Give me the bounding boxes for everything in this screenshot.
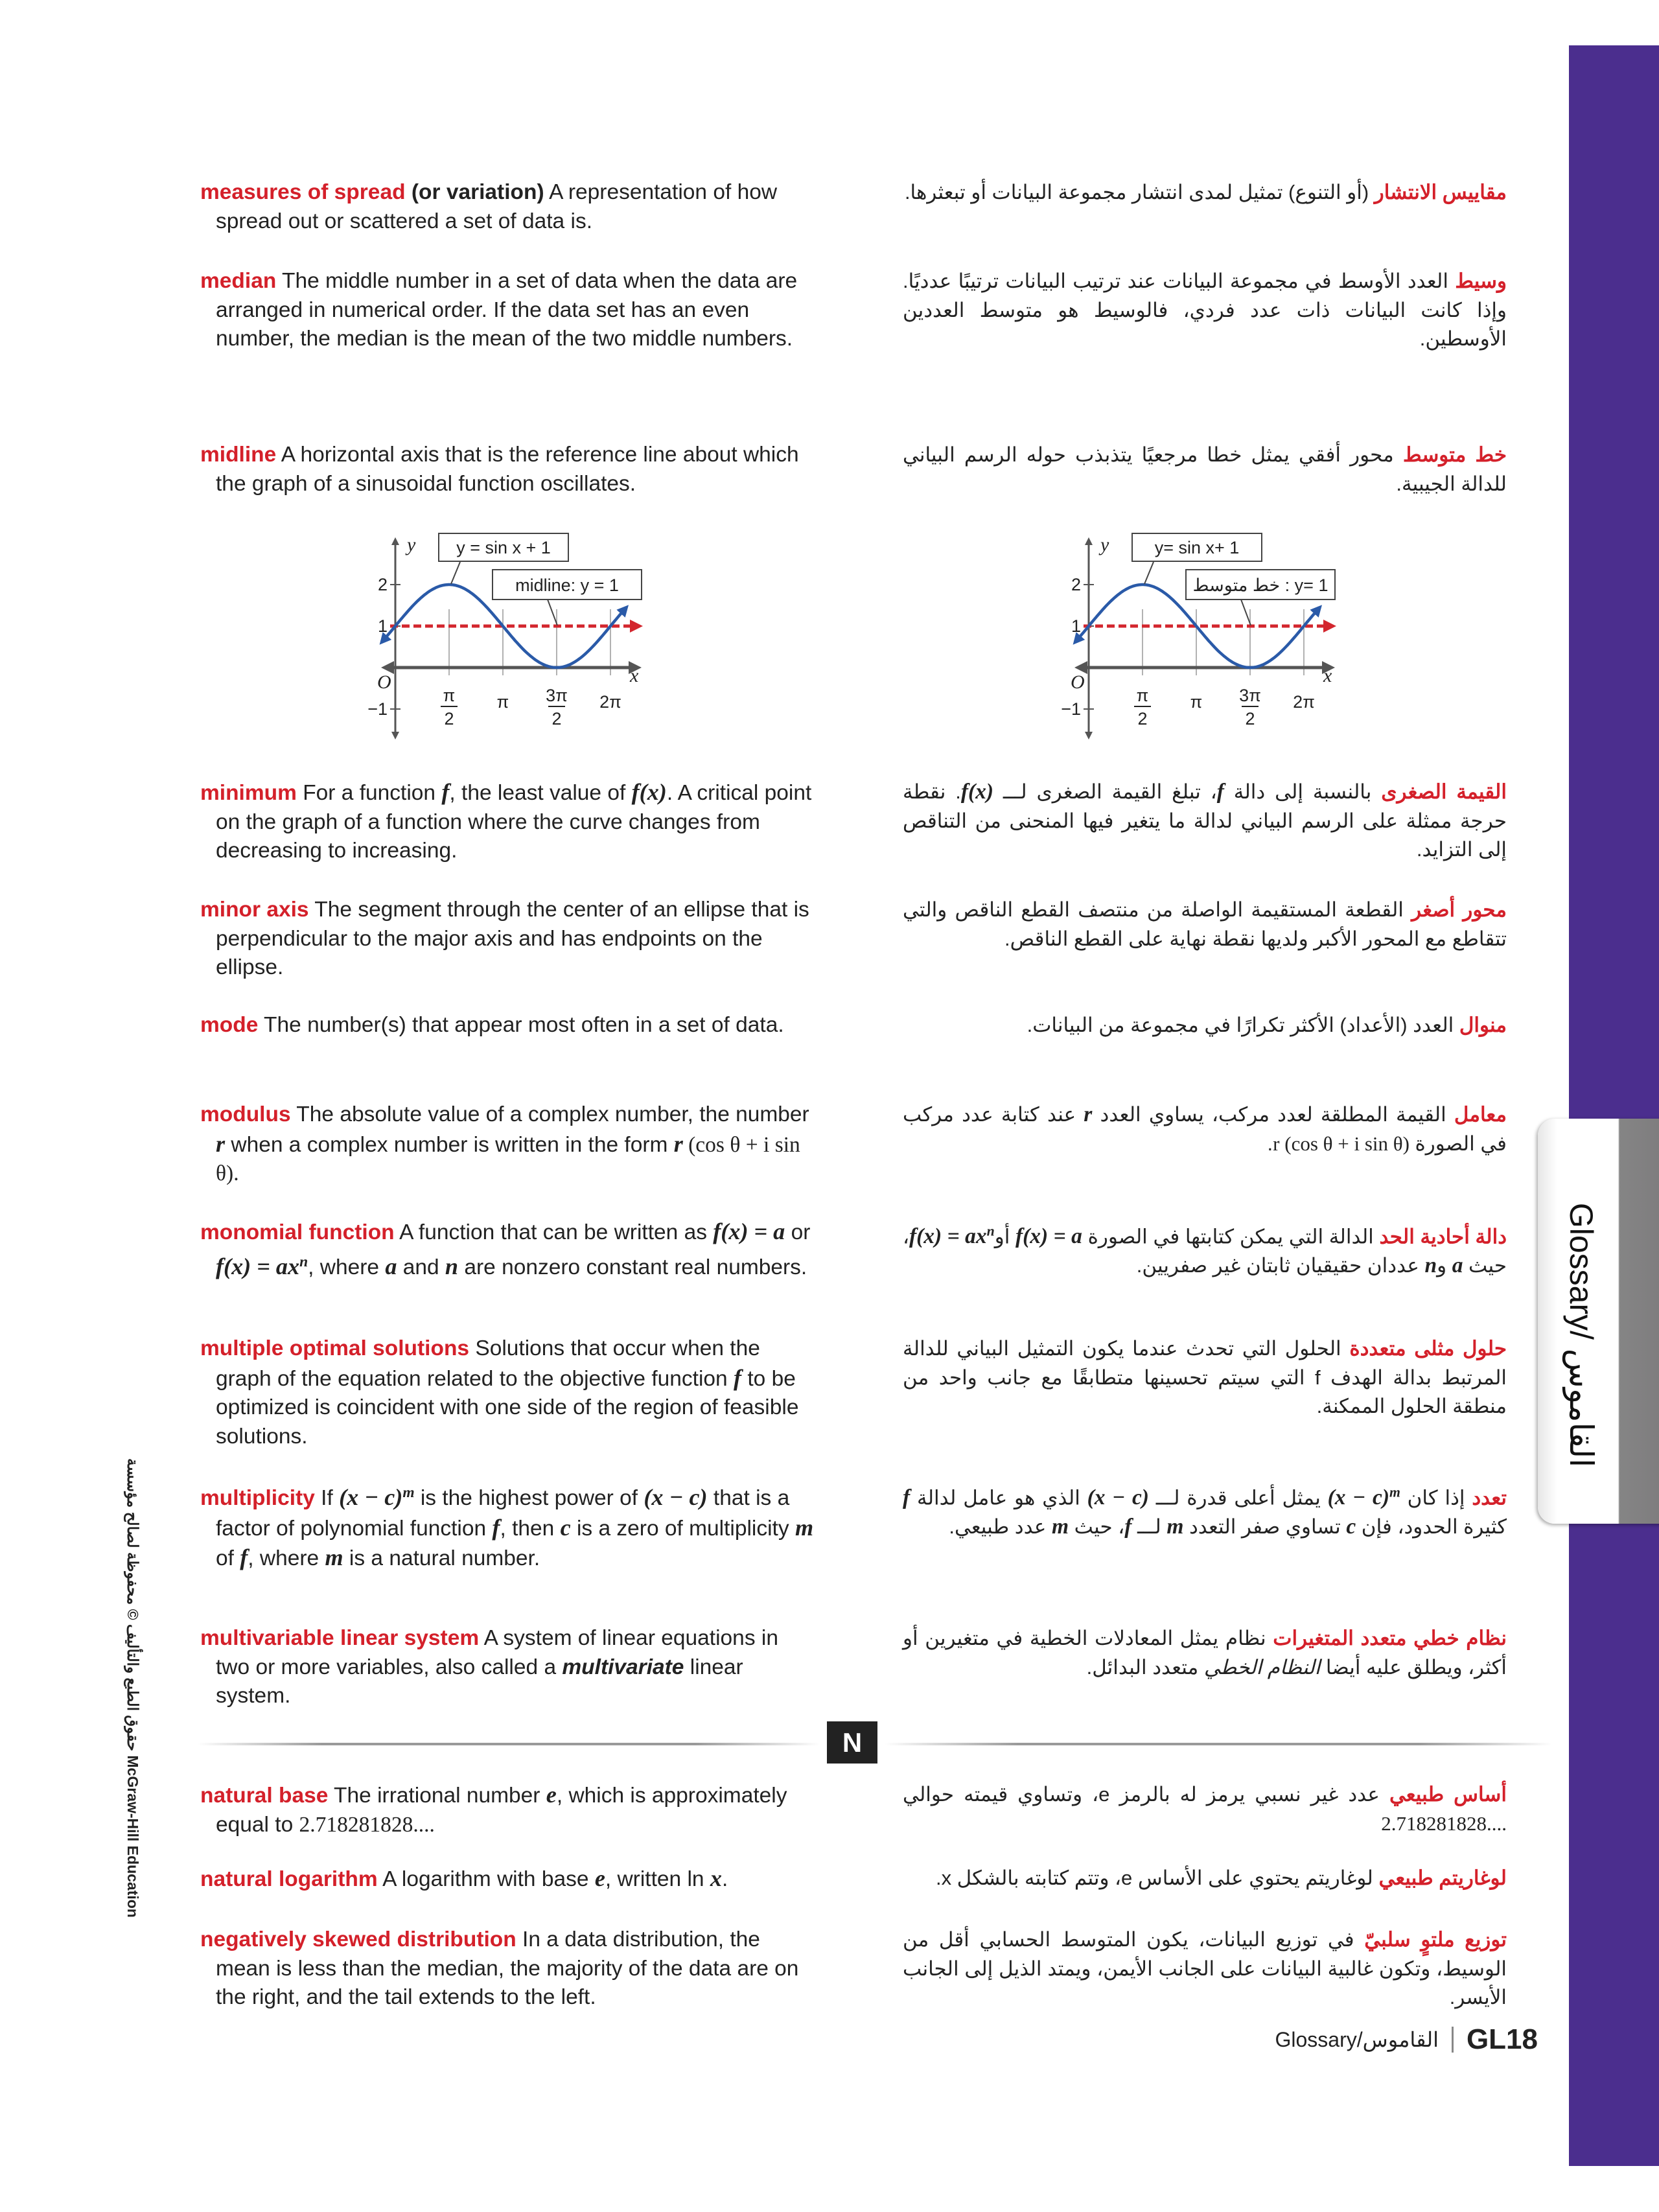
page-number: GL18: [1466, 2023, 1538, 2055]
definition-text: عدد غير نسبي يرمز له بالرمز e، وتساوي قيمته حوالي: [903, 1783, 1389, 1806]
math-text: c: [1346, 1514, 1356, 1539]
y-tick-label: −1: [1061, 699, 1081, 719]
callout-leader: [548, 600, 557, 625]
midline-graph-arabic: [1043, 528, 1354, 742]
math-expression: [1084, 1103, 1092, 1126]
definition-text: ، تبلغ القيمة الصغرى لـــ: [993, 780, 1217, 803]
definition-text: العدد (الأعداد) الأكثر تكرارًا في مجموعة من البيانات.: [1027, 1014, 1459, 1036]
definition-text: Solutions that occur when the graph of the equation related to the objective function: [216, 1336, 760, 1391]
math-text: f(x): [960, 780, 994, 804]
definition-text: A logarithm with base: [377, 1867, 595, 1891]
math-text: f(x) = ax: [909, 1224, 987, 1249]
definition-text: كثيرة الحدود، فإن: [1356, 1515, 1507, 1538]
x-tick-label: π: [496, 692, 509, 712]
definition-text: , written ln: [605, 1867, 710, 1891]
entry-arabic: [903, 178, 1507, 207]
definition-text: يمثل أعلى قدرة لـــ: [1148, 1486, 1328, 1509]
entry-arabic: [903, 1334, 1507, 1421]
definition-text: The absolute value of a complex number, the number: [290, 1102, 809, 1126]
entry-english: [200, 1780, 816, 1839]
math-expression: [710, 1867, 722, 1891]
math-text: f: [441, 779, 450, 805]
midline-graph-english: [350, 528, 661, 742]
glossary-tab-label-wrap: [1552, 1160, 1610, 1510]
definition-text: The irrational number: [328, 1784, 546, 1808]
entry-term: خط متوسط: [1402, 443, 1507, 466]
y-tick-label: 2: [1071, 575, 1081, 594]
definition-text: تساوي صفر التعدد: [1183, 1515, 1347, 1538]
definition-text: لـــ: [1131, 1515, 1167, 1538]
math-expression: [1424, 1254, 1437, 1277]
math-text: f: [733, 1364, 742, 1391]
definition-text: If: [314, 1486, 340, 1511]
definition-text: In a data distribution, the mean is less than the median, the majority of the data are on the right, and the tail extends to the left.: [216, 1927, 799, 2010]
entry-term: multiple optimal solutions: [200, 1336, 470, 1360]
section-divider-left: [198, 1743, 820, 1745]
definition-text: of: [216, 1546, 240, 1571]
definition-text: , which is approximately equal to: [216, 1784, 787, 1837]
entry-arabic: [903, 1011, 1507, 1040]
definition-text: that is a factor of polynomial function: [216, 1486, 790, 1541]
math-exponent: n: [299, 1253, 308, 1270]
emphasis-text: multivariate: [562, 1655, 684, 1679]
entry-term: منوال: [1459, 1014, 1507, 1036]
entry-term: حلول مثلى متعددة: [1349, 1337, 1507, 1360]
entry-arabic: [903, 267, 1507, 354]
callout-leader: [1241, 600, 1251, 625]
definition-text: is a zero of multiplicity: [570, 1516, 795, 1541]
math-text: f: [240, 1544, 248, 1571]
entry-term: أساس طبيعي: [1389, 1783, 1507, 1806]
math-text: f: [1124, 1514, 1132, 1539]
entry-english: [200, 896, 816, 983]
definition-text: The segment through the center of an ellipse that is perpendicular to the major axis and has endpoints on the ellipse.: [216, 898, 809, 980]
math-exponent: m: [402, 1484, 415, 1501]
entry-term: natural base: [200, 1784, 329, 1808]
definition-text: القطعة المستقيمة الواصلة من منتصف القطع الناقص والتي تتقاطع مع المحور الأكبر ولديها نقطة نهاية على القطع الناقص.: [903, 898, 1507, 950]
math-expression: [673, 1130, 683, 1157]
entry-term: median: [200, 269, 277, 293]
definition-text: .: [1267, 1132, 1273, 1155]
emphasis-text: (or variation): [405, 180, 544, 204]
math-expression: [713, 1220, 785, 1244]
math-text: r: [673, 1130, 683, 1157]
entry-term: multiplicity: [200, 1486, 315, 1511]
definition-text: . نقطة حرجة ممثلة على الرسم البياني لدالة ما يتغير فيها المنحنى من التناقص إلى التزايد.: [903, 780, 1507, 861]
definition-text: .: [721, 1867, 728, 1891]
entry-term: معامل: [1454, 1103, 1507, 1126]
math-text: f(x) = a: [713, 1218, 785, 1244]
definition-text: عند كتابة عدد مركب في الصورة: [903, 1103, 1507, 1155]
callout-leader: [451, 562, 460, 584]
definition-text: . A critical point on the graph of a function where the curve changes from decreasing to increasing.: [216, 781, 812, 863]
definition-text: to be optimized is coincident with one side of the region of feasible solutions.: [216, 1366, 799, 1449]
math-expression: [385, 1255, 397, 1279]
math-text: a: [1452, 1253, 1463, 1277]
math-text: e: [594, 1865, 605, 1891]
section-letter-badge: N: [827, 1721, 877, 1764]
x-tick-numerator: π: [1136, 686, 1149, 705]
definition-text: في توزيع البيانات، يكون المتوسط الحسابي أقل من الوسيط، وتكون غالبية البيانات على الجانب الأيمن، ويمتد الذيل إلى الجانب الأيسر.: [903, 1928, 1507, 2009]
math-expression: [1328, 1486, 1400, 1509]
entry-term: measures of spread: [200, 180, 406, 204]
definition-text: و: [1437, 1253, 1452, 1277]
entry-english: [200, 1478, 816, 1574]
entry-arabic: [903, 1780, 1507, 1838]
x-tick-denominator: 2: [551, 709, 562, 728]
footer-separator: [1452, 2027, 1454, 2053]
entry-english: [200, 1864, 816, 1894]
definition-text: is the highest power of: [414, 1486, 644, 1511]
math-expression: [1452, 1254, 1463, 1277]
entry-term: نظام خطي متعدد المتغيرات: [1273, 1627, 1507, 1649]
y-tick-label: 1: [377, 616, 388, 636]
definition-text: الذي هو عامل لدالة: [910, 1486, 1087, 1509]
entry-term: توزيع ملتوٍ سلبيّ: [1364, 1928, 1507, 1951]
definition-text: A system of linear equations in two or more variables, also called a: [216, 1626, 778, 1679]
copyright-wrap: [117, 1458, 143, 1990]
entry-arabic: [903, 1100, 1507, 1158]
math-text: m: [1051, 1514, 1069, 1539]
math-text: 2.718281828....: [299, 1812, 435, 1837]
math-text: f: [1216, 780, 1224, 804]
entry-term: modulus: [200, 1102, 291, 1126]
definition-text: ، حيث: [1069, 1515, 1125, 1538]
x-tick-label: π: [1190, 692, 1203, 712]
math-expression: [595, 1867, 605, 1891]
x-tick-label: 2π: [599, 692, 621, 712]
definition-text: بالنسبة إلى دالة: [1224, 780, 1382, 803]
entry-term: negatively skewed distribution: [200, 1927, 516, 1951]
x-tick-denominator: 2: [1245, 709, 1255, 728]
emphasis-text: النظام الخطي: [1203, 1655, 1321, 1679]
entry-english: [200, 1334, 816, 1451]
math-expression: [546, 1784, 557, 1808]
entry-term: القيمة الصغرى: [1381, 780, 1507, 803]
entry-english: [200, 1011, 816, 1040]
x-tick-denominator: 2: [1137, 709, 1148, 728]
entry-english: [200, 1100, 816, 1189]
entry-term: دالة أحادية الحد: [1379, 1225, 1507, 1248]
math-expression: [1015, 1225, 1082, 1248]
math-expression: [445, 1255, 458, 1279]
function-label: y = sin x + 1: [456, 538, 551, 557]
entry-arabic: [903, 778, 1507, 865]
math-text: m: [795, 1514, 814, 1541]
definition-text: A horizontal axis that is the reference line about which the graph of a sinusoidal function oscillates.: [216, 443, 799, 496]
math-exponent: n: [986, 1224, 995, 1239]
entry-term: mode: [200, 1013, 259, 1037]
definition-text: الدالة التي يمكن كتابتها في الصورة: [1082, 1225, 1380, 1248]
definition-text: عدد طبيعي.: [949, 1515, 1052, 1538]
y-tick-label: 1: [1071, 616, 1081, 636]
y-tick-label: −1: [367, 699, 388, 719]
math-expression: [1124, 1515, 1131, 1538]
definition-text: الحلول التي تحدث عندما يكون التمثيل البياني للدالة المرتبط بدالة الهدف f التي سيتم تحسينها متطابقًا مع جانب واحد من منطقة الحلول الممكنة.: [903, 1337, 1507, 1418]
math-expression: [339, 1486, 414, 1510]
math-text: f(x): [631, 779, 667, 805]
definition-text: إذا كان: [1400, 1486, 1472, 1509]
entry-arabic: [903, 1864, 1507, 1893]
math-exponent: m: [1389, 1485, 1400, 1500]
entry-term: مقاييس الانتشار: [1374, 181, 1507, 204]
x-tick-denominator: 2: [444, 709, 454, 728]
definition-text: , where: [248, 1546, 325, 1571]
math-text: x: [710, 1865, 722, 1891]
definition-text: linear system.: [216, 1655, 743, 1708]
midline-label: خط متوسط : y= 1: [1192, 576, 1328, 595]
definition-text: are nonzero constant real numbers.: [458, 1255, 807, 1279]
entry-term: محور أصغر: [1411, 898, 1507, 921]
math-expression: [216, 1255, 308, 1279]
x-tick-label: 2π: [1293, 692, 1315, 712]
math-text: m: [1166, 1514, 1184, 1539]
math-text: f: [903, 1485, 911, 1510]
math-expression: [492, 1514, 500, 1541]
y-axis-label: y: [407, 534, 416, 555]
entry-arabic: [903, 1624, 1507, 1682]
entry-term: minimum: [200, 781, 297, 805]
math-expression: [644, 1486, 707, 1510]
definition-text: The number(s) that appear most often in a set of data.: [258, 1013, 784, 1037]
math-text: a: [385, 1253, 397, 1279]
math-text: r (cos θ + i sin θ): [1273, 1132, 1410, 1155]
entry-term: midline: [200, 443, 277, 467]
definition-text: القيمة المطلقة لعدد مركب، يساوي العدد: [1092, 1103, 1454, 1126]
x-axis-label: x: [630, 665, 639, 686]
definition-text: For a function: [296, 781, 442, 805]
math-expression: [1052, 1515, 1069, 1538]
definition-text: A function that can be written as: [394, 1220, 713, 1244]
origin-label: O: [377, 671, 391, 693]
entry-term: multivariable linear system: [200, 1626, 480, 1650]
entry-term: natural logarithm: [200, 1867, 378, 1891]
math-text: m: [325, 1544, 343, 1571]
glossary-tab-label: Glossary/ القاموس: [1563, 1202, 1599, 1468]
definition-text: ، حيث: [903, 1225, 1507, 1277]
section-divider-right: [885, 1743, 1552, 1745]
definition-text: when a complex number is written in the form: [225, 1132, 674, 1157]
math-expression: [903, 1486, 910, 1509]
definition-text: , the least value of: [449, 781, 632, 805]
entry-english: [200, 1217, 816, 1282]
entry-english: [200, 778, 816, 866]
math-text: (cos θ + i sin θ).: [216, 1132, 800, 1186]
definition-text: لوغاريتم يحتوي على الأساس e، وتتم كتابته بالشكل x.: [935, 1867, 1379, 1889]
math-text: (x − c): [339, 1484, 403, 1511]
entry-english: [200, 1624, 816, 1711]
math-expression: [325, 1546, 343, 1570]
math-text: (x − c): [644, 1484, 708, 1511]
x-tick-numerator: 3π: [546, 686, 568, 705]
definition-text: or: [785, 1220, 811, 1244]
math-text: 2.718281828....: [1381, 1811, 1507, 1835]
entry-term: وسيط: [1455, 270, 1507, 292]
definition-text: محور أفقي يمثل خطا مرجعيًا يتذبذب حوله الرسم البياني للدالة الجيبية.: [903, 443, 1507, 495]
math-expression: [1346, 1515, 1356, 1538]
entry-arabic: [903, 1926, 1507, 2012]
math-expression: [1217, 780, 1224, 803]
y-tick-label: 2: [377, 575, 388, 594]
definition-text: العدد الأوسط في مجموعة البيانات عند ترتيب البيانات ترتيبًا عدديًا. وإذا كانت البيانات ذات عدد فردي، فالوسيط هو متوسط العددين الأوسطين.: [903, 270, 1507, 351]
callout-leader: [1144, 562, 1154, 584]
x-tick-numerator: π: [443, 686, 456, 705]
math-text: c: [560, 1514, 571, 1541]
math-expression: [216, 1130, 226, 1157]
entry-arabic: [903, 441, 1507, 498]
math-text: (x − c): [1087, 1485, 1149, 1510]
definition-text: , where: [308, 1255, 386, 1279]
x-axis-label: x: [1323, 665, 1332, 686]
footer-label: Glossary/القاموس: [1275, 2028, 1439, 2051]
definition-text: The middle number in a set of data when the data are arranged in numerical order. If the data set has an even number, the median is the mean of the two middle numbers.: [216, 269, 798, 351]
math-expression: [909, 1225, 995, 1248]
function-label: y= sin x+ 1: [1154, 538, 1240, 557]
math-expression: [441, 781, 449, 805]
definition-text: (أو التنوع) تمثيل لمدى انتشار مجموعة البيانات أو تبعثرها.: [904, 181, 1375, 204]
math-text: (x − c): [1327, 1485, 1389, 1510]
math-text: r: [1084, 1102, 1093, 1126]
math-text: n: [445, 1253, 459, 1279]
x-tick-numerator: 3π: [1239, 686, 1261, 705]
entry-term: لوغاريتم طبيعي: [1378, 1867, 1507, 1889]
y-axis-label: y: [1100, 534, 1109, 555]
math-text: f(x) = ax: [216, 1253, 300, 1279]
math-expression: [1166, 1515, 1183, 1538]
math-expression: [632, 781, 667, 805]
entry-english: [200, 178, 816, 236]
math-expression: [961, 780, 993, 803]
entry-arabic: [903, 1217, 1507, 1281]
entry-arabic: [903, 1478, 1507, 1542]
definition-text: متعدد البدائل.: [1086, 1655, 1204, 1679]
page-footer: [1275, 2023, 1538, 2056]
entry-english: [200, 1926, 816, 2012]
math-expression: [1087, 1486, 1149, 1509]
entry-arabic: [903, 896, 1507, 953]
math-text: f(x) = a: [1015, 1224, 1082, 1249]
math-expression: [240, 1546, 248, 1570]
definition-text: , then: [500, 1516, 561, 1541]
definition-text: is a natural number.: [343, 1546, 540, 1571]
math-text: e: [546, 1782, 557, 1808]
entry-english: [200, 267, 816, 354]
math-text: n: [1424, 1253, 1437, 1277]
origin-label: O: [1071, 671, 1085, 693]
entry-term: minor axis: [200, 898, 309, 922]
math-expression: [560, 1514, 571, 1541]
entry-term: monomial function: [200, 1220, 395, 1244]
entry-english: [200, 441, 816, 498]
math-text: r: [216, 1130, 226, 1157]
entry-term: تعدد: [1472, 1486, 1507, 1509]
definition-text: عددان حقيقيان ثابتان غير صفريين.: [1136, 1253, 1425, 1277]
definition-text: A representation of how spread out or scattered a set of data is.: [216, 180, 778, 233]
math-expression: [795, 1514, 814, 1541]
copyright-notice: حقوق الطبع والتأليف © محفوظة لصالح مؤسسة McGraw-Hill Education: [124, 1458, 141, 1918]
definition-text: and: [397, 1255, 445, 1279]
math-text: f: [492, 1514, 500, 1541]
side-color-bar: [1569, 45, 1659, 2166]
math-expression: [733, 1364, 742, 1391]
midline-label: midline: y = 1: [515, 576, 619, 595]
definition-text: أو: [994, 1225, 1016, 1248]
definition-text: نظام يمثل المعادلات الخطية في متغيرين أو أكثر، ويطلق عليه أيضا: [903, 1627, 1507, 1679]
